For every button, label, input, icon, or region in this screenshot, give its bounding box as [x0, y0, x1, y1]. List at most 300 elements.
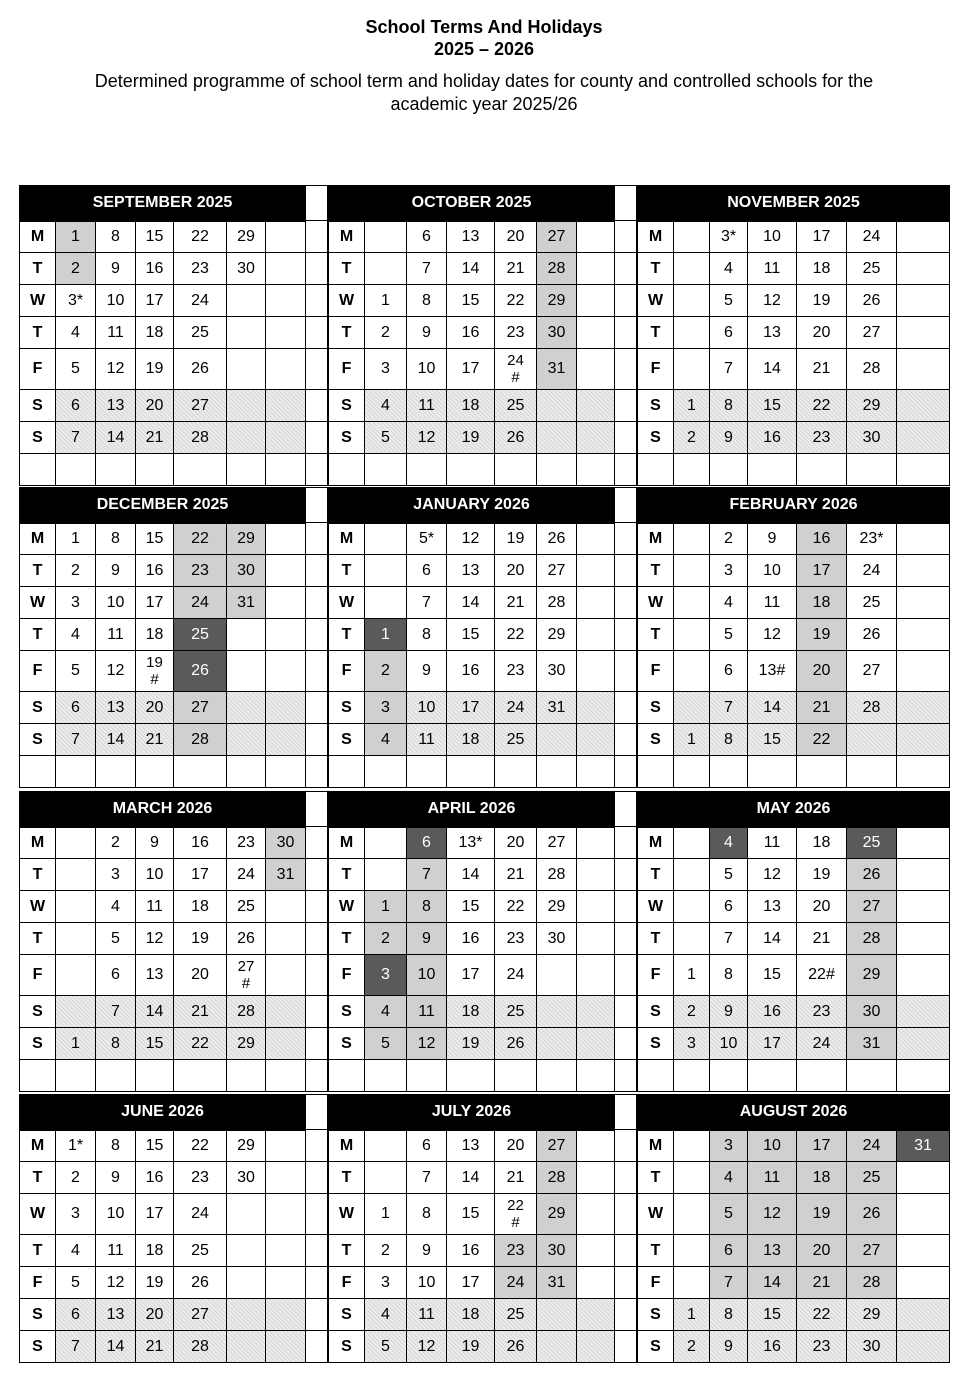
empty-cell	[897, 859, 950, 891]
column-separator	[615, 1299, 637, 1331]
spacer-cell	[365, 1060, 407, 1092]
empty-cell	[537, 955, 577, 996]
column-separator	[306, 390, 328, 422]
spacer-cell	[847, 454, 897, 486]
weekday-label: S	[19, 390, 56, 422]
empty-cell	[365, 253, 407, 285]
day-cell: 19	[447, 1028, 495, 1060]
day-cell: 13	[96, 1299, 136, 1331]
day-cell: 31	[847, 1028, 897, 1060]
spacer-cell	[710, 454, 748, 486]
day-cell: 4	[365, 390, 407, 422]
weekday-label: S	[328, 996, 365, 1028]
document-header	[0, 0, 968, 150]
empty-cell	[365, 1162, 407, 1194]
column-separator	[615, 454, 637, 486]
day-cell: 6	[407, 827, 447, 859]
empty-cell	[897, 285, 950, 317]
column-separator	[615, 422, 637, 454]
weekday-label: S	[637, 692, 674, 724]
day-cell: 18	[797, 253, 847, 285]
day-cell: 5	[365, 1028, 407, 1060]
month-header: OCTOBER 2025	[328, 185, 615, 221]
day-cell: 11	[407, 996, 447, 1028]
spacer-cell	[56, 454, 96, 486]
day-cell: 25	[847, 587, 897, 619]
day-cell: 4	[56, 1235, 96, 1267]
empty-cell	[577, 1299, 615, 1331]
day-cell: 4	[710, 1162, 748, 1194]
day-cell: 1	[56, 523, 96, 555]
day-cell: 12	[748, 285, 797, 317]
day-cell	[495, 349, 537, 390]
day-cell: 20	[495, 555, 537, 587]
day-cell: 31	[266, 859, 306, 891]
column-separator	[615, 487, 637, 523]
day-cell: 7	[96, 996, 136, 1028]
empty-cell	[897, 996, 950, 1028]
empty-cell	[266, 555, 306, 587]
day-cell: 1	[56, 221, 96, 253]
day-cell: 2	[674, 996, 710, 1028]
day-number: 27	[237, 958, 255, 975]
day-cell: 9	[407, 1235, 447, 1267]
day-cell: 21	[495, 859, 537, 891]
weekday-label: S	[19, 996, 56, 1028]
day-cell: 25	[847, 253, 897, 285]
day-cell: 8	[96, 1028, 136, 1060]
column-separator	[306, 587, 328, 619]
weekday-label: T	[19, 555, 56, 587]
column-separator	[615, 587, 637, 619]
day-cell: 1	[674, 1299, 710, 1331]
empty-cell	[227, 1267, 266, 1299]
spacer-cell	[96, 756, 136, 788]
spacer-cell	[748, 454, 797, 486]
column-separator	[306, 349, 328, 390]
spacer-cell	[19, 454, 56, 486]
day-cell: 13	[447, 555, 495, 587]
day-cell: 19	[447, 1331, 495, 1363]
day-cell: 24	[174, 1194, 227, 1235]
day-cell: 25	[495, 1299, 537, 1331]
day-cell: 1	[674, 724, 710, 756]
month-header: AUGUST 2026	[637, 1094, 950, 1130]
day-cell: 26	[495, 1028, 537, 1060]
weekday-label: S	[328, 724, 365, 756]
day-cell: 7	[710, 349, 748, 390]
day-cell: 10	[407, 1267, 447, 1299]
day-cell: 11	[96, 317, 136, 349]
weekday-label: T	[19, 317, 56, 349]
day-cell: 26	[537, 523, 577, 555]
empty-cell	[266, 923, 306, 955]
month-header: JANUARY 2026	[328, 487, 615, 523]
spacer-cell	[674, 756, 710, 788]
month-header: JUNE 2026	[19, 1094, 306, 1130]
empty-cell	[227, 390, 266, 422]
day-cell: 15	[447, 619, 495, 651]
empty-cell	[227, 1299, 266, 1331]
spacer-cell	[674, 1060, 710, 1092]
day-cell: 7	[407, 859, 447, 891]
column-separator	[306, 523, 328, 555]
day-cell: 20	[495, 221, 537, 253]
column-separator	[306, 692, 328, 724]
weekday-label: M	[328, 221, 365, 253]
empty-cell	[266, 692, 306, 724]
day-cell: 21	[136, 1331, 174, 1363]
day-cell: 20	[797, 317, 847, 349]
day-cell: 27	[174, 390, 227, 422]
empty-cell	[577, 253, 615, 285]
day-cell: 15	[136, 1130, 174, 1162]
spacer-cell	[897, 756, 950, 788]
day-cell: 16	[174, 827, 227, 859]
empty-cell	[577, 587, 615, 619]
spacer-cell	[227, 756, 266, 788]
empty-cell	[674, 1235, 710, 1267]
column-separator	[615, 555, 637, 587]
weekday-label: W	[637, 1194, 674, 1235]
empty-cell	[897, 724, 950, 756]
empty-cell	[897, 619, 950, 651]
column-separator	[615, 1060, 637, 1092]
weekday-label: T	[637, 317, 674, 349]
weekday-label: S	[328, 692, 365, 724]
column-separator	[306, 1299, 328, 1331]
empty-cell	[897, 1267, 950, 1299]
day-cell: 3	[674, 1028, 710, 1060]
column-separator	[615, 756, 637, 788]
day-cell: 12	[447, 523, 495, 555]
empty-cell	[266, 1267, 306, 1299]
day-cell: 10	[748, 221, 797, 253]
empty-cell	[577, 1130, 615, 1162]
empty-cell	[365, 523, 407, 555]
weekday-label: W	[328, 891, 365, 923]
day-cell: 23	[797, 1331, 847, 1363]
empty-cell	[227, 724, 266, 756]
column-separator	[615, 1162, 637, 1194]
day-cell: 23	[495, 651, 537, 692]
empty-cell	[674, 1130, 710, 1162]
month-header: FEBRUARY 2026	[637, 487, 950, 523]
spacer-cell	[577, 454, 615, 486]
weekday-label: T	[328, 555, 365, 587]
empty-cell	[577, 555, 615, 587]
column-separator	[306, 756, 328, 788]
day-cell: 21	[136, 422, 174, 454]
empty-cell	[577, 859, 615, 891]
column-separator	[306, 422, 328, 454]
day-cell: 1	[365, 891, 407, 923]
day-cell: 2	[365, 317, 407, 349]
day-cell: 7	[56, 1331, 96, 1363]
empty-cell	[266, 390, 306, 422]
spacer-cell	[797, 454, 847, 486]
day-cell: 19	[495, 523, 537, 555]
empty-cell	[897, 422, 950, 454]
day-cell: 5	[56, 1267, 96, 1299]
spacer-cell	[637, 1060, 674, 1092]
day-cell: 14	[96, 724, 136, 756]
day-cell: 8	[407, 285, 447, 317]
weekday-label: W	[328, 285, 365, 317]
day-cell: 5	[96, 923, 136, 955]
day-cell: 28	[174, 1331, 227, 1363]
empty-cell	[227, 317, 266, 349]
day-cell: 20	[174, 955, 227, 996]
day-cell: 23	[174, 1162, 227, 1194]
day-cell: 13	[447, 1130, 495, 1162]
day-cell: 20	[136, 390, 174, 422]
empty-cell	[266, 317, 306, 349]
day-cell: 9	[96, 555, 136, 587]
column-separator	[615, 891, 637, 923]
day-cell: 10	[748, 1130, 797, 1162]
day-cell: 18	[797, 1162, 847, 1194]
day-cell: 6	[407, 221, 447, 253]
weekday-label: T	[637, 1235, 674, 1267]
day-cell: 11	[748, 253, 797, 285]
empty-cell	[227, 422, 266, 454]
day-cell: 25	[495, 724, 537, 756]
weekday-label: S	[19, 1299, 56, 1331]
empty-cell	[266, 349, 306, 390]
empty-cell	[897, 349, 950, 390]
month-header: NOVEMBER 2025	[637, 185, 950, 221]
day-cell: 27	[174, 1299, 227, 1331]
day-cell: 17	[797, 555, 847, 587]
weekday-label: F	[328, 651, 365, 692]
day-cell: 24	[847, 221, 897, 253]
weekday-label: S	[637, 724, 674, 756]
day-cell: 5	[710, 619, 748, 651]
empty-cell	[56, 827, 96, 859]
day-cell: 28	[847, 1267, 897, 1299]
empty-cell	[674, 285, 710, 317]
day-cell: 15	[447, 285, 495, 317]
day-cell: 26	[174, 1267, 227, 1299]
weekday-label: T	[328, 1162, 365, 1194]
day-cell: 24	[227, 859, 266, 891]
column-separator	[306, 619, 328, 651]
day-cell: 28	[847, 923, 897, 955]
spacer-cell	[365, 756, 407, 788]
day-cell: 26	[227, 923, 266, 955]
weekday-label: S	[637, 1028, 674, 1060]
day-cell: 8	[710, 390, 748, 422]
empty-cell	[266, 1299, 306, 1331]
day-cell: 24	[174, 587, 227, 619]
day-cell: 29	[227, 523, 266, 555]
day-cell: 13*	[447, 827, 495, 859]
day-cell: 4	[710, 587, 748, 619]
column-separator	[615, 923, 637, 955]
spacer-cell	[447, 1060, 495, 1092]
weekday-label: T	[19, 253, 56, 285]
weekday-label: F	[637, 955, 674, 996]
day-cell: 30	[847, 422, 897, 454]
weekday-label: W	[637, 285, 674, 317]
day-cell: 28	[847, 349, 897, 390]
day-cell: 11	[407, 1299, 447, 1331]
day-cell: 8	[407, 891, 447, 923]
weekday-label: W	[19, 891, 56, 923]
day-cell: 23	[797, 422, 847, 454]
day-cell: 17	[136, 587, 174, 619]
day-cell: 13	[136, 955, 174, 996]
spacer-cell	[328, 1060, 365, 1092]
day-cell: 17	[447, 349, 495, 390]
day-cell: 1	[56, 1028, 96, 1060]
day-cell: 12	[407, 422, 447, 454]
day-cell: 31	[537, 1267, 577, 1299]
day-cell: 24	[495, 1267, 537, 1299]
month-header: MARCH 2026	[19, 791, 306, 827]
day-cell	[495, 1194, 537, 1235]
weekday-label: M	[328, 827, 365, 859]
weekday-label: S	[328, 390, 365, 422]
empty-cell	[266, 1194, 306, 1235]
column-separator	[615, 791, 637, 827]
day-cell: 4	[710, 827, 748, 859]
day-cell: 24	[847, 555, 897, 587]
column-separator	[615, 1267, 637, 1299]
day-cell: 30	[537, 317, 577, 349]
day-cell: 30	[537, 923, 577, 955]
day-cell: 23	[227, 827, 266, 859]
spacer-cell	[847, 1060, 897, 1092]
column-separator	[615, 523, 637, 555]
empty-cell	[537, 1331, 577, 1363]
day-cell: 16	[797, 523, 847, 555]
empty-cell	[227, 1331, 266, 1363]
day-cell: 19	[797, 1194, 847, 1235]
empty-cell	[227, 349, 266, 390]
day-cell: 20	[797, 891, 847, 923]
day-cell: 6	[710, 891, 748, 923]
spacer-cell	[56, 756, 96, 788]
spacer-cell	[447, 454, 495, 486]
day-cell: 26	[174, 349, 227, 390]
column-separator	[615, 1194, 637, 1235]
empty-cell	[227, 1194, 266, 1235]
empty-cell	[847, 724, 897, 756]
empty-cell	[577, 349, 615, 390]
weekday-label: M	[328, 523, 365, 555]
day-cell: 30	[847, 996, 897, 1028]
day-cell: 16	[136, 555, 174, 587]
day-cell: 8	[407, 619, 447, 651]
day-cell: 28	[537, 587, 577, 619]
empty-cell	[897, 1028, 950, 1060]
day-cell: 24	[495, 955, 537, 996]
column-separator	[615, 1235, 637, 1267]
day-cell: 29	[227, 1028, 266, 1060]
day-cell: 6	[710, 1235, 748, 1267]
day-cell: 21	[797, 349, 847, 390]
spacer-cell	[266, 1060, 306, 1092]
day-cell: 18	[447, 996, 495, 1028]
weekday-label: T	[328, 253, 365, 285]
day-cell: 7	[56, 422, 96, 454]
day-cell: 3	[365, 1267, 407, 1299]
day-cell: 23	[174, 555, 227, 587]
empty-cell	[266, 587, 306, 619]
empty-cell	[266, 523, 306, 555]
day-cell: 29	[227, 1130, 266, 1162]
empty-cell	[897, 1299, 950, 1331]
day-cell: 6	[407, 555, 447, 587]
day-cell: 31	[537, 349, 577, 390]
weekday-label: S	[328, 1028, 365, 1060]
weekday-label: W	[637, 587, 674, 619]
day-cell: 13#	[748, 651, 797, 692]
column-separator	[306, 454, 328, 486]
day-cell: 8	[96, 1130, 136, 1162]
spacer-cell	[748, 1060, 797, 1092]
weekday-label: M	[637, 1130, 674, 1162]
day-cell: 19	[136, 1267, 174, 1299]
day-cell: 17	[174, 859, 227, 891]
day-cell: 8	[710, 724, 748, 756]
page-description: Determined programme of school term and holiday dates for county and controlled schools for the academic year 2025/26	[94, 71, 874, 114]
weekday-label: S	[19, 1028, 56, 1060]
day-cell: 25	[174, 619, 227, 651]
day-cell: 6	[56, 692, 96, 724]
day-cell: 20	[797, 651, 847, 692]
day-cell: 3	[365, 349, 407, 390]
day-cell: 30	[266, 827, 306, 859]
hash-marker: #	[241, 975, 251, 992]
weekday-label: F	[637, 651, 674, 692]
empty-cell	[365, 859, 407, 891]
weekday-label: T	[19, 1162, 56, 1194]
weekday-label: F	[19, 955, 56, 996]
month-header: DECEMBER 2025	[19, 487, 306, 523]
empty-cell	[266, 724, 306, 756]
day-cell: 3	[56, 587, 96, 619]
day-cell: 9	[96, 253, 136, 285]
day-cell: 10	[407, 955, 447, 996]
day-cell: 21	[797, 692, 847, 724]
day-cell: 15	[748, 955, 797, 996]
empty-cell	[577, 1331, 615, 1363]
empty-cell	[897, 692, 950, 724]
day-cell: 6	[56, 1299, 96, 1331]
day-cell: 29	[847, 955, 897, 996]
day-cell: 29	[537, 619, 577, 651]
day-cell: 22	[174, 1028, 227, 1060]
day-cell: 26	[847, 285, 897, 317]
day-cell: 25	[227, 891, 266, 923]
day-cell: 13	[96, 390, 136, 422]
spacer-cell	[447, 756, 495, 788]
day-cell: 10	[748, 555, 797, 587]
day-cell: 13	[447, 221, 495, 253]
weekday-label: T	[637, 1162, 674, 1194]
day-cell: 3*	[56, 285, 96, 317]
day-cell: 10	[136, 859, 174, 891]
spacer-cell	[19, 756, 56, 788]
day-cell: 27	[847, 1235, 897, 1267]
column-separator	[615, 955, 637, 996]
empty-cell	[537, 724, 577, 756]
empty-cell	[266, 253, 306, 285]
empty-cell	[674, 555, 710, 587]
